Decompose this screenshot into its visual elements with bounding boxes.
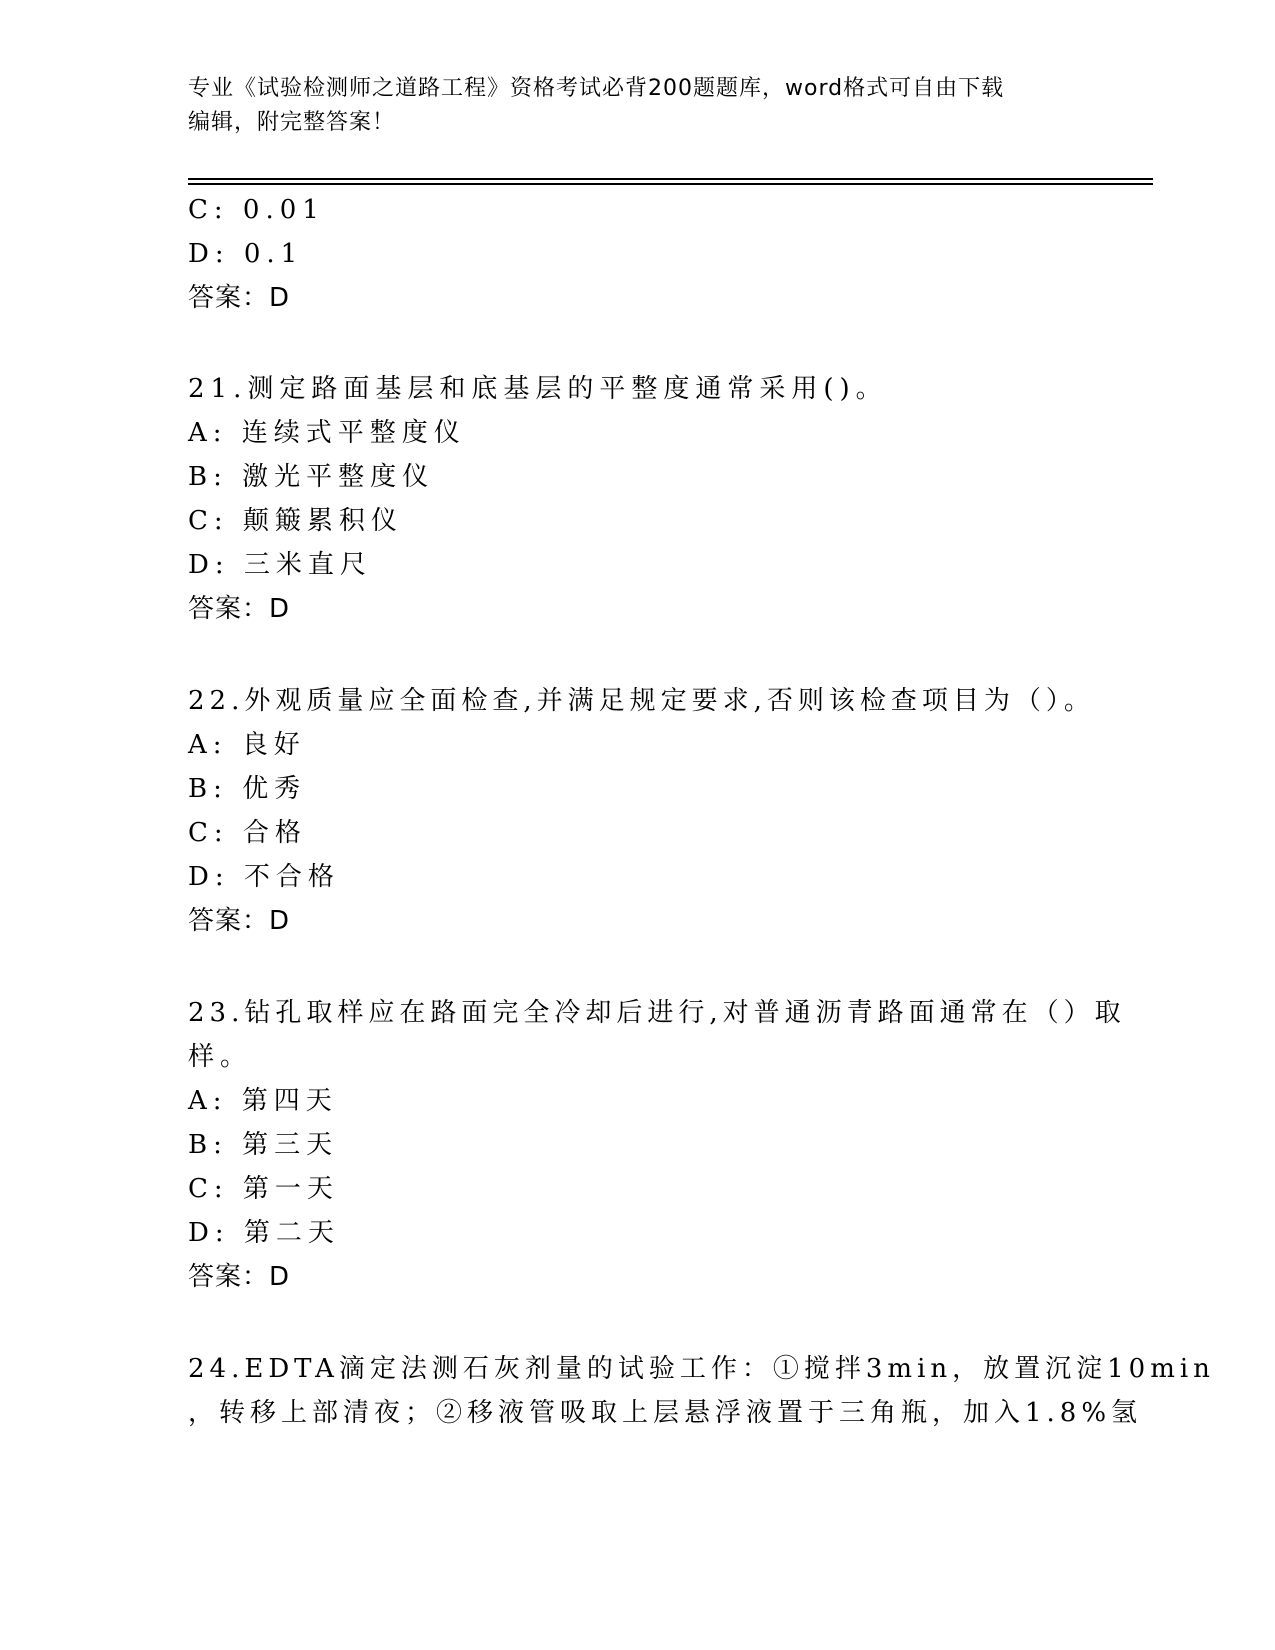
- q21-option-c: C: 颠簸累积仪: [188, 506, 403, 536]
- header-divider-top: [188, 178, 1153, 180]
- document-header: [188, 72, 1078, 140]
- q21-answer: 答案：D: [188, 594, 291, 624]
- q23-option-c: C: 第一天: [188, 1174, 339, 1204]
- q23-option-b: B: 第三天: [188, 1130, 339, 1160]
- q24-stem-line1: 24.EDTA滴定法测石灰剂量的试验工作：①搅拌3min，放置沉淀10min: [188, 1354, 1215, 1384]
- q20-answer: 答案：D: [188, 283, 291, 313]
- header-title-line2: 编辑，附完整答案！: [188, 110, 396, 135]
- q20-option-c: C: 0.01: [188, 195, 325, 225]
- q22-option-a: A: 良好: [188, 730, 306, 760]
- q22-option-b: B: 优秀: [188, 774, 307, 804]
- q22-answer: 答案：D: [188, 906, 291, 936]
- header-title-line1: 专业《试验检测师之道路工程》资格考试必背200题题库，word格式可自由下载: [188, 76, 1005, 101]
- q22-stem: 22.外观质量应全面检查,并满足规定要求,否则该检查项目为（）。: [188, 686, 1095, 716]
- q23-option-d: D: 第二天: [188, 1218, 340, 1248]
- header-divider-bottom: [188, 183, 1153, 185]
- q21-option-b: B: 激光平整度仪: [188, 462, 435, 492]
- q24-stem-line2: ，转移上部清夜；②移液管吸取上层悬浮液置于三角瓶，加入1.8%氢: [188, 1398, 1143, 1428]
- q20-option-d: D: 0.1: [188, 239, 304, 269]
- q22-option-d: D: 不合格: [188, 862, 340, 892]
- q21-option-a: A: 连续式平整度仪: [188, 418, 466, 448]
- q23-stem-line2: 样。: [188, 1042, 253, 1072]
- q22-option-c: C: 合格: [188, 818, 307, 848]
- q21-option-d: D: 三米直尺: [188, 550, 372, 580]
- q23-stem-line1: 23.钻孔取样应在路面完全冷却后进行,对普通沥青路面通常在（）取: [188, 998, 1126, 1028]
- q23-option-a: A: 第四天: [188, 1086, 338, 1116]
- q21-stem: 21.测定路面基层和底基层的平整度通常采用()。: [188, 374, 888, 404]
- q23-answer: 答案：D: [188, 1262, 291, 1292]
